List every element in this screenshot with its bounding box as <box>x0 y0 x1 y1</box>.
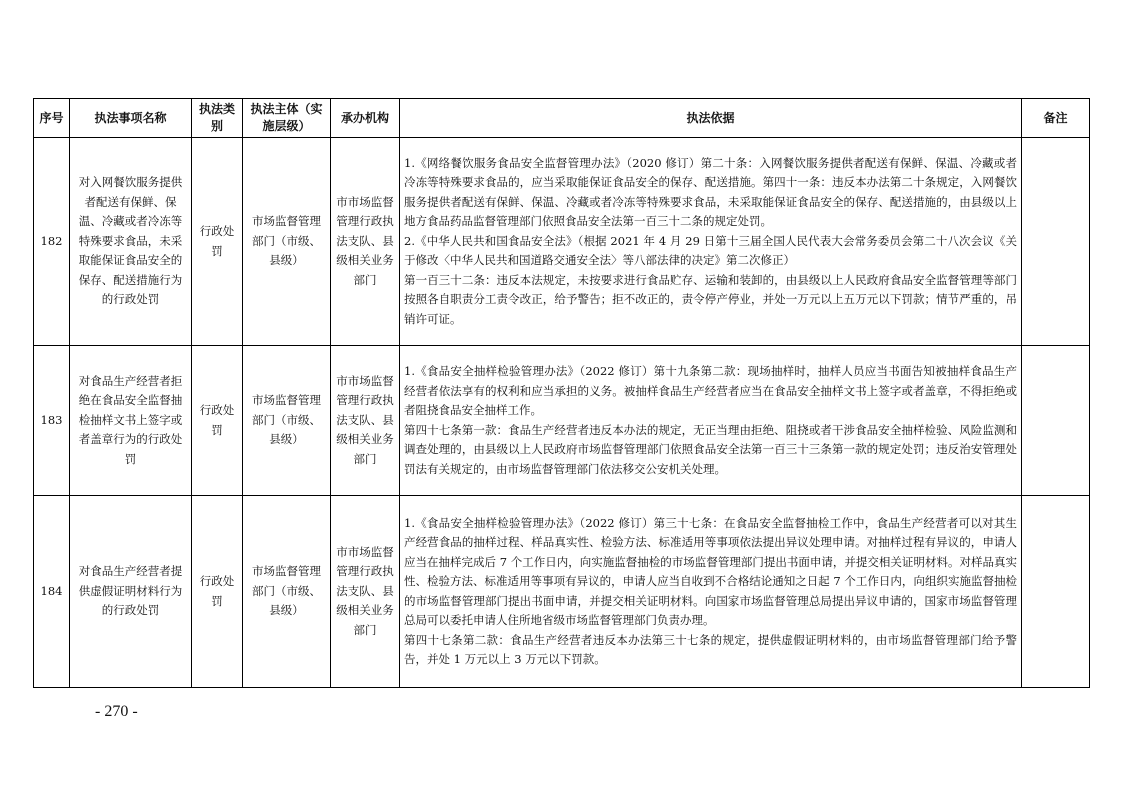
header-basis: 执法依据 <box>400 99 1022 138</box>
row-subject: 市场监督管理部门（市级、县级） <box>243 138 331 346</box>
row-seq: 183 <box>34 346 70 496</box>
row-basis <box>400 496 1022 688</box>
row-remarks <box>1022 346 1090 496</box>
row-seq: 184 <box>34 496 70 688</box>
table-row <box>34 496 1090 688</box>
row-basis <box>400 346 1022 496</box>
row-basis <box>400 138 1022 346</box>
header-subject: 执法主体（实施层级） <box>243 99 331 138</box>
row-name: 对食品生产经营者提供虚假证明材料行为的行政处罚 <box>70 496 192 688</box>
row-remarks <box>1022 496 1090 688</box>
basis-paragraph: 第四十七条第二款：食品生产经营者违反本办法第三十七条的规定，提供虚假证明材料的，由市场监督管理部门给予警告，并处 1 万元以上 3 万元以下罚款。 <box>404 632 1017 666</box>
basis-paragraph: 1.《食品安全抽样检验管理办法》（2022 修订）第三十七条：在食品安全监督抽检工作中，食品生产经营者可以对其生产经营食品的抽样过程、样品真实性、检验方法、标准适用等事项依法提出异议处理申请。对抽样过程有异议的，申请人应当在抽样完成后 7 个工作日内，向实施监督抽检的市场监督管理部门提出书面申请，并提交相关证明材料。对样品真实性、检验方法、标准适用等事项有异议的，申请人应当自收到不合格结论通知之日起 7 个工作日内，向组织实施监督抽检的市场监督管理部门提出书面申请，并提交相关证明材料。向国家市场监督管理总局提出异议申请的，国家市场监督管理总局可以委托申请人住所地省级市场监督管理部门负责办理。 <box>404 515 1017 627</box>
header-name: 执法事项名称 <box>70 99 192 138</box>
basis-paragraph: 2.《中华人民共和国食品安全法》（根据 2021 年 4 月 29 日第十三届全国人民代表大会常务委员会第二十八次会议《关于修改〈中华人民共和国道路交通安全法〉等八部法律的决定》第二次修正） <box>404 233 1017 268</box>
row-name: 对食品生产经营者拒绝在食品安全监督抽检抽样文书上签字或者盖章行为的行政处罚 <box>70 346 192 496</box>
row-agency: 市市场监督管理行政执法支队、县级相关业务部门 <box>331 496 400 688</box>
header-remarks: 备注 <box>1022 99 1090 138</box>
row-remarks <box>1022 138 1090 346</box>
enforcement-table <box>33 98 1090 688</box>
header-category: 执法类别 <box>192 99 243 138</box>
row-seq: 182 <box>34 138 70 346</box>
row-agency: 市市场监督管理行政执法支队、县级相关业务部门 <box>331 346 400 496</box>
basis-paragraph: 1.《网络餐饮服务食品安全监督管理办法》（2020 修订）第二十条：入网餐饮服务提供者配送有保鲜、保温、冷藏或者冷冻等特殊要求食品的，应当采取能保证食品安全的保存、配送措施。第四十一条：违反本办法第二十条规定，入网餐饮服务提供者配送有保鲜、保温、冷藏或者冷冻等特殊要求食品，未采取能保证食品安全的保存、配送措施的，由县级以上地方食品药品监督管理部门依照食品安全法第一百三十二条的规定处罚。 <box>404 155 1017 229</box>
table-header <box>34 99 1090 138</box>
row-category: 行政处罚 <box>192 346 243 496</box>
row-category: 行政处罚 <box>192 496 243 688</box>
row-subject: 市场监督管理部门（市级、县级） <box>243 496 331 688</box>
header-seq: 序号 <box>34 99 70 138</box>
row-subject: 市场监督管理部门（市级、县级） <box>243 346 331 496</box>
row-name: 对入网餐饮服务提供者配送有保鲜、保温、冷藏或者冷冻等特殊要求食品，未采取能保证食品安全的保存、配送措施行为的行政处罚 <box>70 138 192 346</box>
table-row <box>34 138 1090 346</box>
row-agency: 市市场监督管理行政执法支队、县级相关业务部门 <box>331 138 400 346</box>
basis-paragraph: 第一百三十二条：违反本法规定，未按要求进行食品贮存、运输和装卸的，由县级以上人民政府食品安全监督管理等部门按照各自职责分工责令改正，给予警告；拒不改正的，责令停产停业，并处一万元以上五万元以下罚款；情节严重的，吊销许可证。 <box>404 272 1017 326</box>
page-number: - 270 - <box>95 703 138 720</box>
table-row <box>34 346 1090 496</box>
basis-paragraph: 1.《食品安全抽样检验管理办法》（2022 修订）第十九条第二款：现场抽样时，抽样人员应当书面告知被抽样食品生产经营者依法享有的权利和应当承担的义务。被抽样食品生产经营者应当在食品安全抽样文书上签字或者盖章，不得拒绝或者阻挠食品安全抽样工作。 <box>404 364 1017 417</box>
header-agency: 承办机构 <box>331 99 400 138</box>
row-category: 行政处罚 <box>192 138 243 346</box>
basis-paragraph: 第四十七条第一款：食品生产经营者违反本办法的规定，无正当理由拒绝、阻挠或者干涉食品安全抽样检验、风险监测和调查处理的，由县级以上人民政府市场监督管理部门依照食品安全法第一百三十三条第一款的规定处罚；违反治安管理处罚法有关规定的，由市场监督管理部门依法移交公安机关处理。 <box>404 422 1017 476</box>
